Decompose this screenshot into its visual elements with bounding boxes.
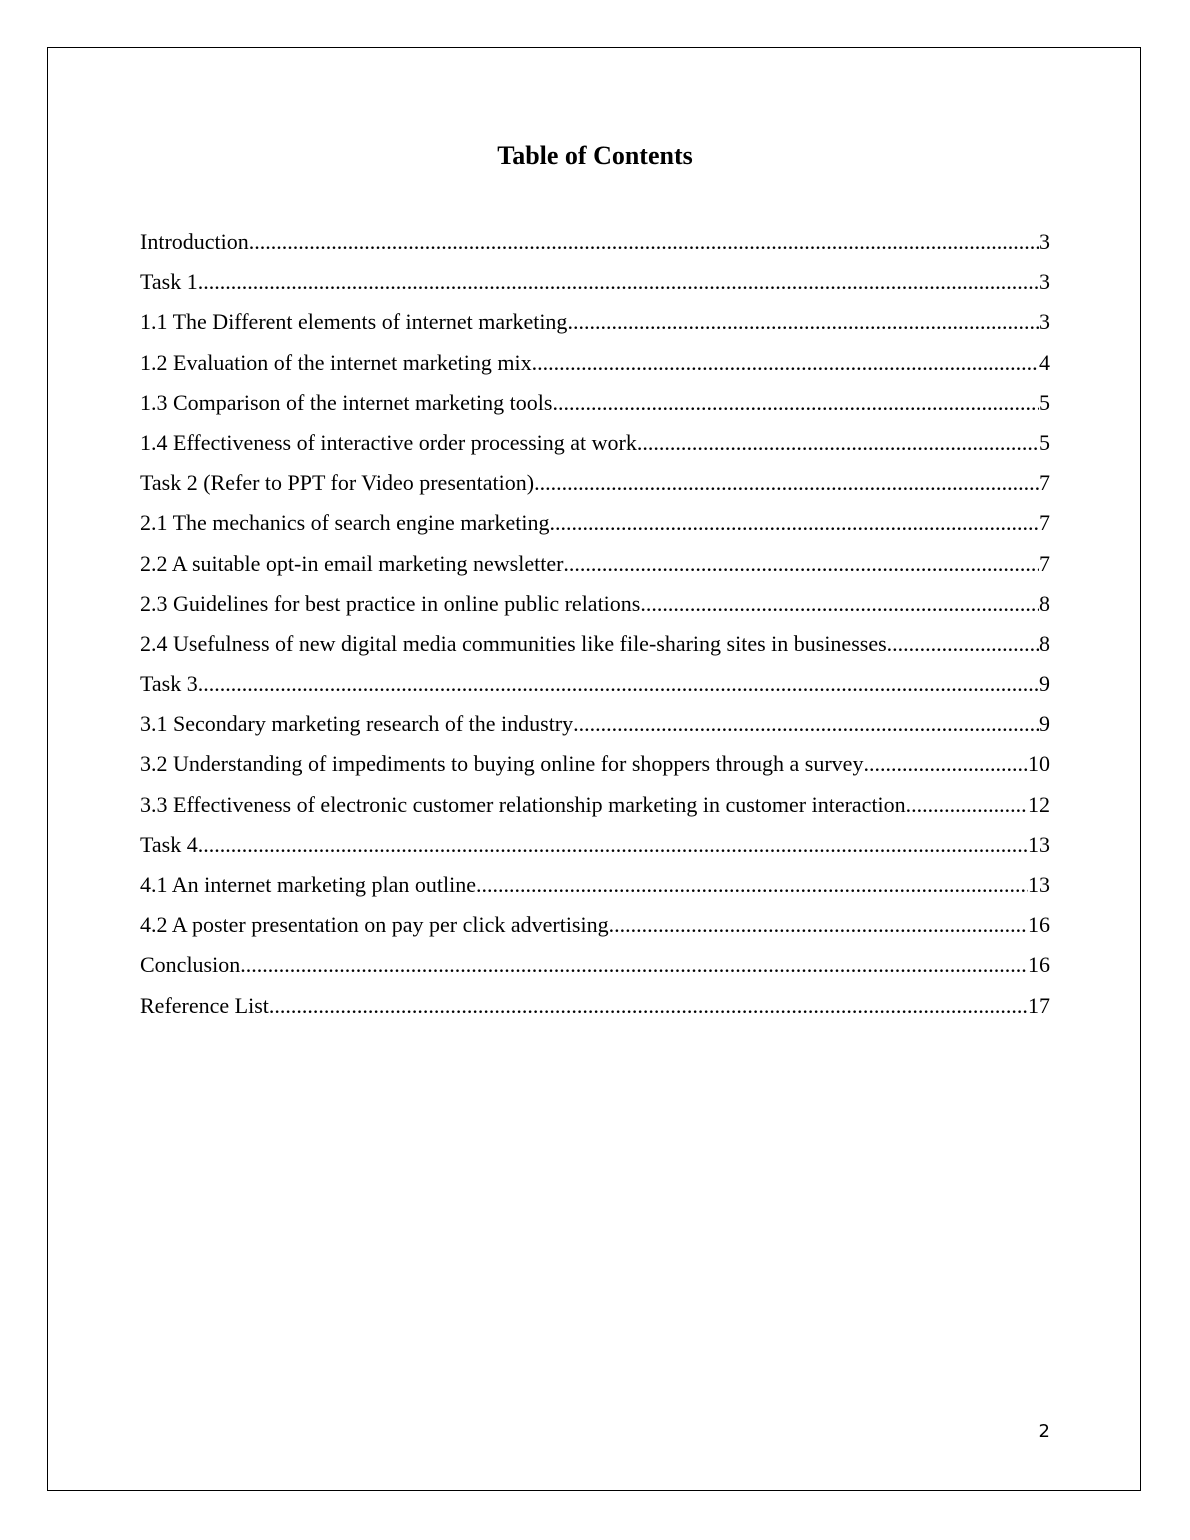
toc-leader-dots	[550, 505, 1040, 541]
toc-entry-2-1[interactable]	[140, 505, 1050, 545]
toc-entry-3-2[interactable]	[140, 746, 1050, 786]
toc-entry-2-3[interactable]	[140, 586, 1050, 626]
toc-entry-text: 2.3 Guidelines for best practice in online public relations	[140, 590, 641, 616]
toc-entry-text: 3.1 Secondary marketing research of the industry	[140, 711, 574, 737]
toc-entry-page: 13	[1028, 872, 1050, 897]
toc-entry-text: Task 1	[140, 269, 198, 295]
toc-leader-dots	[532, 345, 1039, 381]
toc-leader-dots	[198, 264, 1039, 300]
toc-leader-dots	[552, 385, 1039, 421]
toc-entry-text: 3.3 Effectiveness of electronic customer relationship marketing in customer interaction	[140, 791, 906, 817]
toc-leader-dots	[887, 626, 1039, 662]
toc-entry-page: 4	[1039, 349, 1050, 375]
toc-entry-reference-list[interactable]	[140, 988, 1050, 1028]
toc-entry-page: 16	[1028, 952, 1050, 978]
toc-leader-dots	[534, 465, 1039, 501]
toc-leader-dots	[609, 907, 1028, 943]
toc-entry-text: 1.2 Evaluation of the internet marketing mix	[140, 349, 532, 375]
toc-entry-1-2[interactable]	[140, 345, 1050, 385]
toc-entry-1-4[interactable]	[140, 425, 1050, 465]
toc-entry-text: Reference List	[140, 992, 269, 1018]
toc-entry-task-4[interactable]	[140, 827, 1050, 867]
toc-entry-page: 17	[1028, 992, 1050, 1018]
toc-entry-text: Conclusion	[140, 952, 241, 978]
toc-entry-page: 10	[1028, 751, 1050, 777]
toc-entry-text: Task 2 (Refer to PPT for Video presentation)	[140, 470, 535, 496]
toc-leader-dots	[269, 988, 1028, 1024]
toc-leader-dots	[640, 586, 1039, 622]
toc-entry-page: 3	[1039, 269, 1050, 295]
toc-entry-page: 16	[1028, 912, 1050, 938]
toc-entry-text: 2.1 The mechanics of search engine marketing	[140, 510, 550, 536]
toc-entry-page: 12	[1028, 791, 1050, 817]
toc-entry-text: 4.1 An internet marketing plan outline	[140, 872, 477, 897]
toc-leader-dots	[863, 746, 1028, 782]
toc-entry-task-1[interactable]	[140, 264, 1050, 304]
toc-leader-dots	[476, 867, 1028, 903]
toc-entry-page: 3	[1039, 229, 1050, 254]
toc-entry-text: Task 3	[140, 671, 198, 697]
toc-entry-3-1[interactable]	[140, 706, 1050, 746]
toc-entry-task-2[interactable]	[140, 465, 1050, 505]
toc-entry-task-3[interactable]	[140, 666, 1050, 706]
toc-leader-dots	[567, 304, 1039, 340]
toc-entry-conclusion[interactable]	[140, 947, 1050, 987]
toc-entry-4-1[interactable]	[140, 867, 1050, 907]
toc-entry-page: 5	[1039, 429, 1050, 455]
toc-entry-1-3[interactable]	[140, 385, 1050, 425]
toc-leader-dots	[249, 224, 1039, 260]
toc-entry-4-2[interactable]	[140, 907, 1050, 947]
toc-entry-text: Task 4	[140, 831, 198, 857]
page-title: Table of Contents	[497, 141, 693, 170]
toc-entry-2-2[interactable]	[140, 546, 1050, 586]
toc-entry-2-4[interactable]	[140, 626, 1050, 666]
toc-list	[140, 224, 1050, 1028]
toc-leader-dots	[906, 787, 1028, 823]
toc-entry-text: 4.2 A poster presentation on pay per click advertising	[140, 912, 609, 938]
toc-entry-text: 1.1 The Different elements of internet marketing	[140, 309, 568, 335]
toc-entry-page: 8	[1039, 590, 1050, 616]
toc-entry-text: 1.4 Effectiveness of interactive order processing at work	[140, 429, 637, 455]
toc-entry-page: 7	[1039, 510, 1050, 536]
toc-leader-dots	[573, 706, 1039, 742]
toc-entry-page: 7	[1039, 550, 1050, 576]
page-number: 2	[1038, 1421, 1050, 1442]
toc-entry-page: 8	[1039, 630, 1050, 656]
toc-entry-text: 1.3 Comparison of the internet marketing tools	[140, 389, 553, 415]
toc-leader-dots	[637, 425, 1039, 461]
toc-entry-page: 5	[1039, 389, 1050, 415]
toc-entry-page: 13	[1028, 831, 1050, 857]
toc-entry-page: 7	[1039, 470, 1050, 496]
toc-leader-dots	[563, 546, 1039, 582]
toc-entry-1-1[interactable]	[140, 304, 1050, 344]
toc-entry-text: 2.4 Usefulness of new digital media communities like file-sharing sites in businesses	[140, 630, 887, 656]
toc-entry-introduction[interactable]	[140, 224, 1050, 264]
toc-entry-text: 2.2 A suitable opt-in email marketing newsletter	[140, 550, 564, 576]
toc-entry-page: 9	[1039, 711, 1050, 737]
toc-leader-dots	[240, 947, 1028, 983]
toc-entry-text: 3.2 Understanding of impediments to buying online for shoppers through a survey	[140, 751, 864, 777]
toc-entry-page: 3	[1039, 309, 1050, 335]
toc-leader-dots	[198, 827, 1028, 863]
toc-leader-dots	[198, 666, 1039, 702]
toc-entry-text: Introduction	[140, 229, 249, 254]
toc-entry-page: 9	[1039, 671, 1050, 697]
toc-entry-3-3[interactable]	[140, 787, 1050, 827]
